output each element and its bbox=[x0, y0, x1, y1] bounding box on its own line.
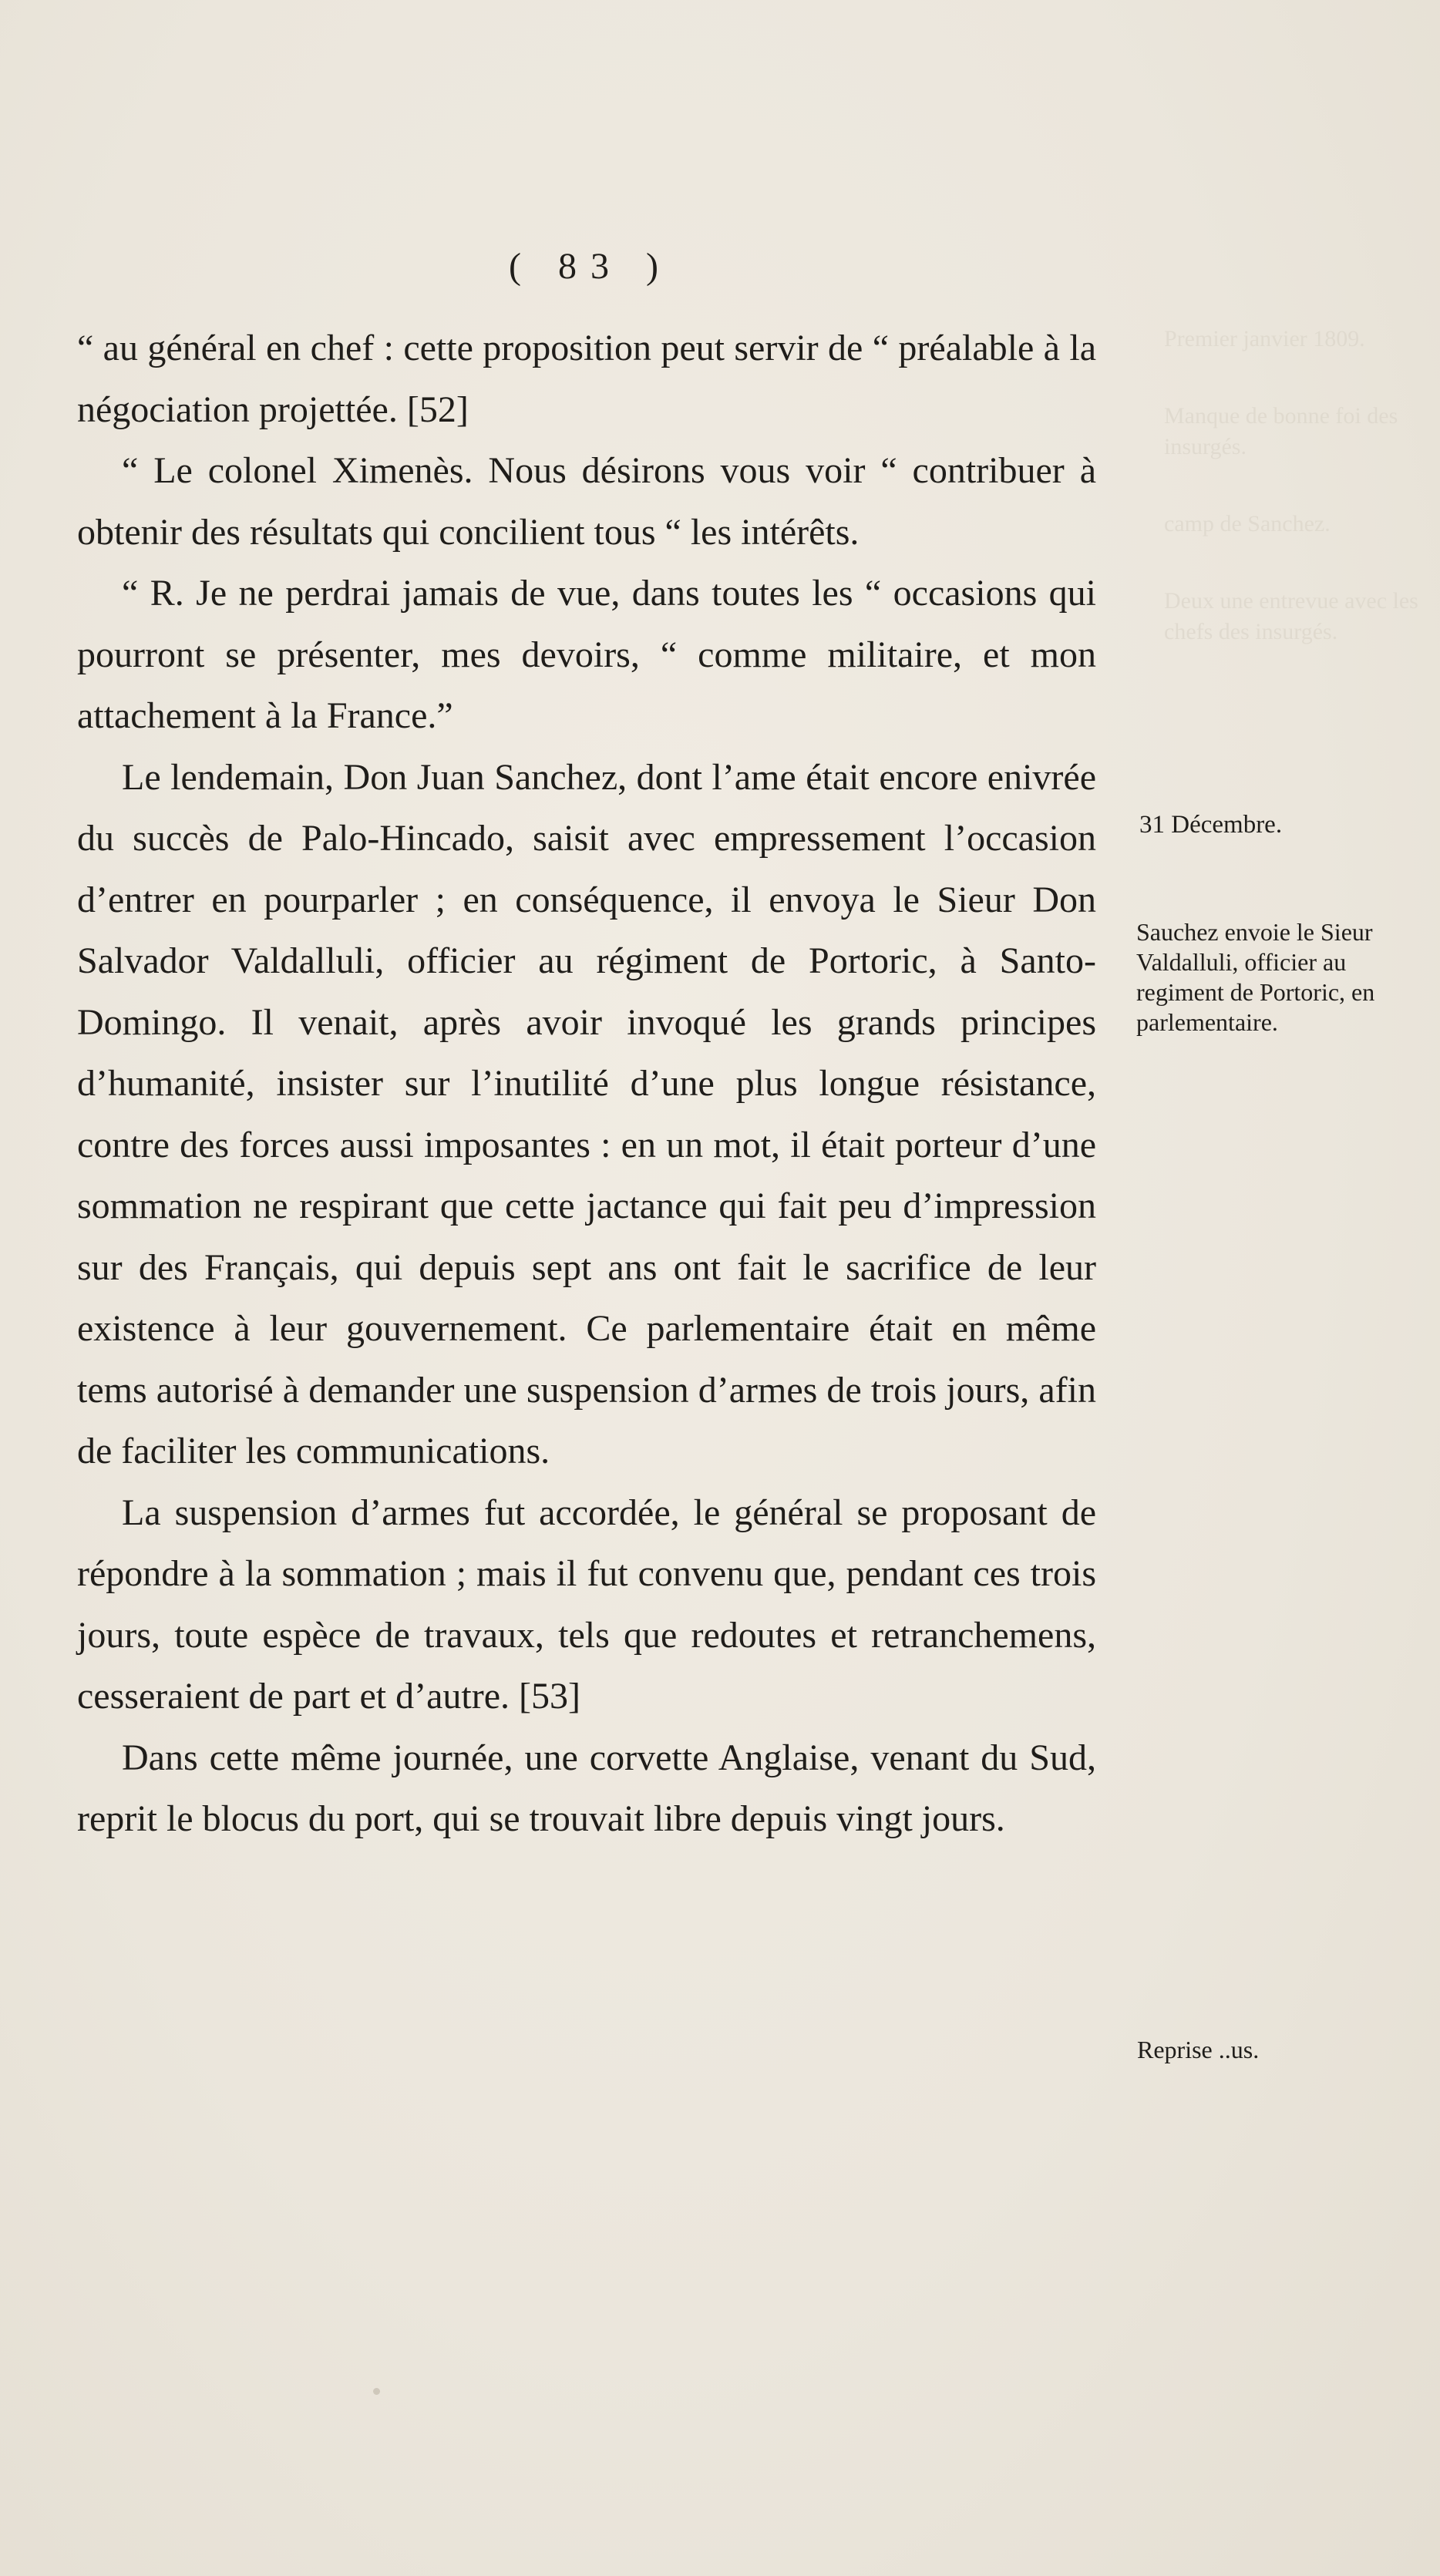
paragraph-1: “ au général en chef : cette proposition peut servir de “ préalable à la négociation projettée. [52] bbox=[77, 328, 1096, 430]
paragraph-3: “ R. Je ne perdrai jamais de vue, dans toutes les “ occasions qui pourront se présenter, mes devoirs, “ comme militaire, et mon attachement à la France.” bbox=[77, 573, 1096, 736]
paragraph-4: Le lendemain, Don Juan Sanchez, dont l’ame était encore enivrée du succès de Palo-Hincado, saisit avec empressement l’occasion d’entrer en pourparler ; en conséquence, il envoya le Sieur Don Salvador Valdalluli, officier au régiment de Portoric, à Santo-Domingo. Il venait, après avoir invoqué les grands principes d’humanité, insister sur l’inutilité d’une plus longue résistance, contre des forces aussi imposantes : en un mot, il était porteur d’une sommation ne respirant que cette jactance qui fait peu d’impression sur des Français, qui depuis sept ans ont fait le sacrifice de leur existence à leur gouvernement. Ce parlementaire était en même tems autorisé à demander une suspension d’armes de trois jours, afin de faciliter les communications. bbox=[77, 756, 1096, 1471]
page-number: ( 83 ) bbox=[509, 246, 672, 287]
show-through-text bbox=[1164, 324, 1418, 694]
ghost-line: Manque de bonne foi des insurgés. bbox=[1164, 403, 1398, 459]
margin-date: 31 Décembre. bbox=[1139, 811, 1283, 839]
ghost-line: Premier janvier 1809. bbox=[1164, 326, 1365, 351]
paragraph-2: “ Le colonel Ximenès. Nous désirons vous voir “ contribuer à obtenir des résultats qui concilient tous “ les intérêts. bbox=[77, 450, 1096, 553]
paragraph-5: La suspension d’armes fut accordée, le général se proposant de répondre à la sommation ; mais il fut convenu que, pendant ces trois jours, toute espèce de travaux, tels que redoutes et retranchemens, cesseraient de part et d’autre. [53] bbox=[77, 1491, 1096, 1717]
margin-note: Sauchez envoie le Sieur Valdalluli, officier au regiment de Portoric, en parlementaire. bbox=[1136, 918, 1375, 1036]
main-text-column bbox=[77, 318, 1096, 1850]
ghost-line: camp de Sanchez. bbox=[1164, 511, 1331, 536]
ghost-line: Deux une entrevue avec les chefs des insurgés. bbox=[1164, 588, 1418, 644]
paragraph-6: Dans cette même journée, une corvette Anglaise, venant du Sud, reprit le blocus du port, qui se trouvait libre depuis vingt jours. bbox=[77, 1737, 1096, 1839]
margin-note-reprise: Reprise ..us. bbox=[1137, 2036, 1260, 2063]
paper-speck bbox=[373, 2388, 380, 2395]
